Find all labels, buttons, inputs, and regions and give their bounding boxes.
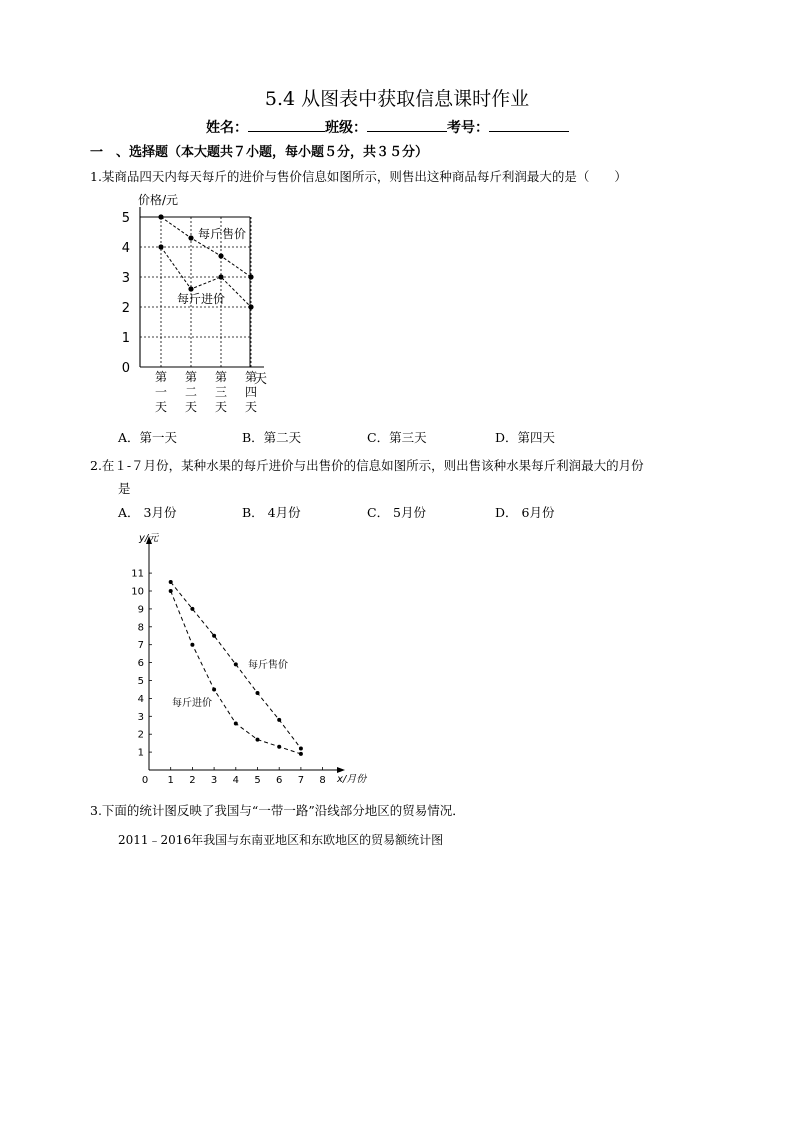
chart-q2-xtick-label: 1 <box>167 775 174 786</box>
chart-q2-ytick-label: 2 <box>137 729 144 741</box>
chart-q1-xtick-label: 第二天 <box>184 370 198 414</box>
chart-q2-data-point <box>277 745 281 749</box>
chart-q2-axes <box>146 536 345 773</box>
q2-option-c[interactable]: C． 5月份 <box>367 505 426 520</box>
chart-q2-ytick-label: 9 <box>137 604 144 616</box>
exam-number-blank[interactable] <box>489 119 569 132</box>
chart-q1-ytick-label: 1 <box>121 331 130 346</box>
chart-q2-data-point <box>256 691 260 695</box>
name-label: 姓名： <box>206 120 248 136</box>
chart-q1 <box>100 190 290 422</box>
chart-q2-data-point <box>190 607 194 611</box>
name-blank[interactable] <box>248 119 325 132</box>
q1-option-c[interactable]: C．第三天 <box>367 430 427 445</box>
chart-q2-series-label-sell: 每斤售价 <box>248 660 288 671</box>
chart-q2-data-point <box>169 589 173 593</box>
chart-q2-data-point <box>299 747 303 751</box>
chart-q1-xticks <box>155 370 257 414</box>
chart-q2-xlabel: x/月份 <box>337 774 367 785</box>
chart-q2-ytick-label: 1 <box>137 747 144 759</box>
chart-q2-xtick-label: 2 <box>189 775 196 786</box>
exam-number-label: 考号： <box>447 120 489 136</box>
q1-option-d[interactable]: D．第四天 <box>495 430 556 445</box>
chart-q2-ytick-label: 11 <box>131 568 144 580</box>
chart-q2-ytick-label: 6 <box>137 658 144 670</box>
class-blank[interactable] <box>367 119 447 132</box>
q1-option-b[interactable]: B．第二天 <box>242 430 302 445</box>
chart-q1-ytick-label: 4 <box>121 241 130 256</box>
chart-q2-series-label-buy: 每斤进价 <box>172 698 212 709</box>
chart-q2-x-arrow <box>337 767 345 773</box>
chart-q1-ytick-label: 0 <box>121 361 130 376</box>
question-1-text: 1.某商品四天内每天每斤的进价与售价信息如图所示，则售出这种商品每斤利润最大的是（ ） <box>90 169 627 184</box>
q2-option-b[interactable]: B． 4月份 <box>242 505 301 520</box>
chart-q1-ytick-label: 3 <box>121 271 130 286</box>
chart-q2-data-point <box>234 721 238 725</box>
chart-q1-series-label-sell: 每斤售价 <box>198 227 247 241</box>
chart-q1-ytick-label: 2 <box>121 301 130 316</box>
class-label: 班级： <box>325 120 367 136</box>
chart-q2-xtick-label: 8 <box>319 775 326 786</box>
chart-q1-data-point <box>188 286 193 291</box>
chart-q1-data-point <box>188 235 193 240</box>
chart-q1-ytick-label: 5 <box>121 211 130 226</box>
chart-q1-xtick-label: 第三天 <box>214 370 228 414</box>
chart-q2-xtick-label: 3 <box>210 775 218 786</box>
chart-q1-xtick-label: 第四天 <box>244 370 258 414</box>
chart-q2-data-point <box>212 634 216 638</box>
chart-q2-ytick-label: 3 <box>137 711 144 723</box>
chart-q2-series-line <box>171 591 301 754</box>
chart-q1-data-point <box>248 304 253 309</box>
chart-q1-data-point <box>248 274 253 279</box>
chart-q2-data-point <box>277 718 281 722</box>
question-2-text-line2: 是 <box>118 481 131 496</box>
chart-q2-xtick-label: 6 <box>276 775 283 786</box>
chart-q1-xtick-label: 第一天 <box>154 370 168 414</box>
chart-q2-ytick-label: 7 <box>137 640 144 652</box>
q1-option-a[interactable]: A．第一天 <box>118 430 178 445</box>
q2-option-a[interactable]: A． 3月份 <box>118 505 177 520</box>
q2-option-d[interactable]: D． 6月份 <box>495 505 555 520</box>
chart-q2 <box>125 528 375 788</box>
chart-q2-xtick-label: 4 <box>232 775 239 786</box>
chart-q1-data-point <box>158 244 163 249</box>
question-2-text-line1: 2.在１-７月份，某种水果的每斤进价与出售价的信息如图所示，则出售该种水果每斤利润最大的月份 <box>90 458 644 473</box>
chart-q2-xtick-label: 7 <box>297 775 305 786</box>
student-info-line <box>206 117 569 137</box>
chart-q2-data-point <box>212 687 216 691</box>
chart-q2-ytick-label: 5 <box>137 676 144 687</box>
chart-q2-xtick-label: 0 <box>141 775 149 786</box>
chart-q2-data-point <box>169 580 173 584</box>
chart-q1-data-point <box>218 253 223 258</box>
chart-q1-data-point <box>218 274 223 279</box>
chart-q2-data-point <box>299 752 303 756</box>
chart-q1-ylabel: 价格/元 <box>138 193 179 207</box>
chart-q2-ylabel: y/元 <box>139 533 159 544</box>
chart-q2-ytick-label: 10 <box>131 586 144 598</box>
question-3-text: 3.下面的统计图反映了我国与“一带一路”沿线部分地区的贸易情况． <box>90 803 465 818</box>
chart-q2-ytick-label: 8 <box>137 622 144 634</box>
chart-q2-ytick-label: 4 <box>137 693 144 705</box>
chart-q1-yticks <box>122 211 130 376</box>
chart-q2-data-point <box>190 643 194 647</box>
page-title: 5.4 从图表中获取信息课时作业 <box>264 88 530 110</box>
chart-q2-data-point <box>234 662 238 666</box>
chart-q1-xlabel: 天 <box>254 372 268 387</box>
chart-q1-data-point <box>158 214 163 219</box>
chart-q1-series-label-buy: 每斤进价 <box>177 292 226 306</box>
chart-q2-xtick-label: 5 <box>254 775 261 786</box>
section-heading: 一 、选择题（本大题共７小题，每小题５分，共３５分） <box>90 145 429 160</box>
chart-q2-data-point <box>256 738 260 742</box>
question-3-chart-caption: 2011﹣2016年我国与东南亚地区和东欧地区的贸易额统计图 <box>118 833 444 847</box>
